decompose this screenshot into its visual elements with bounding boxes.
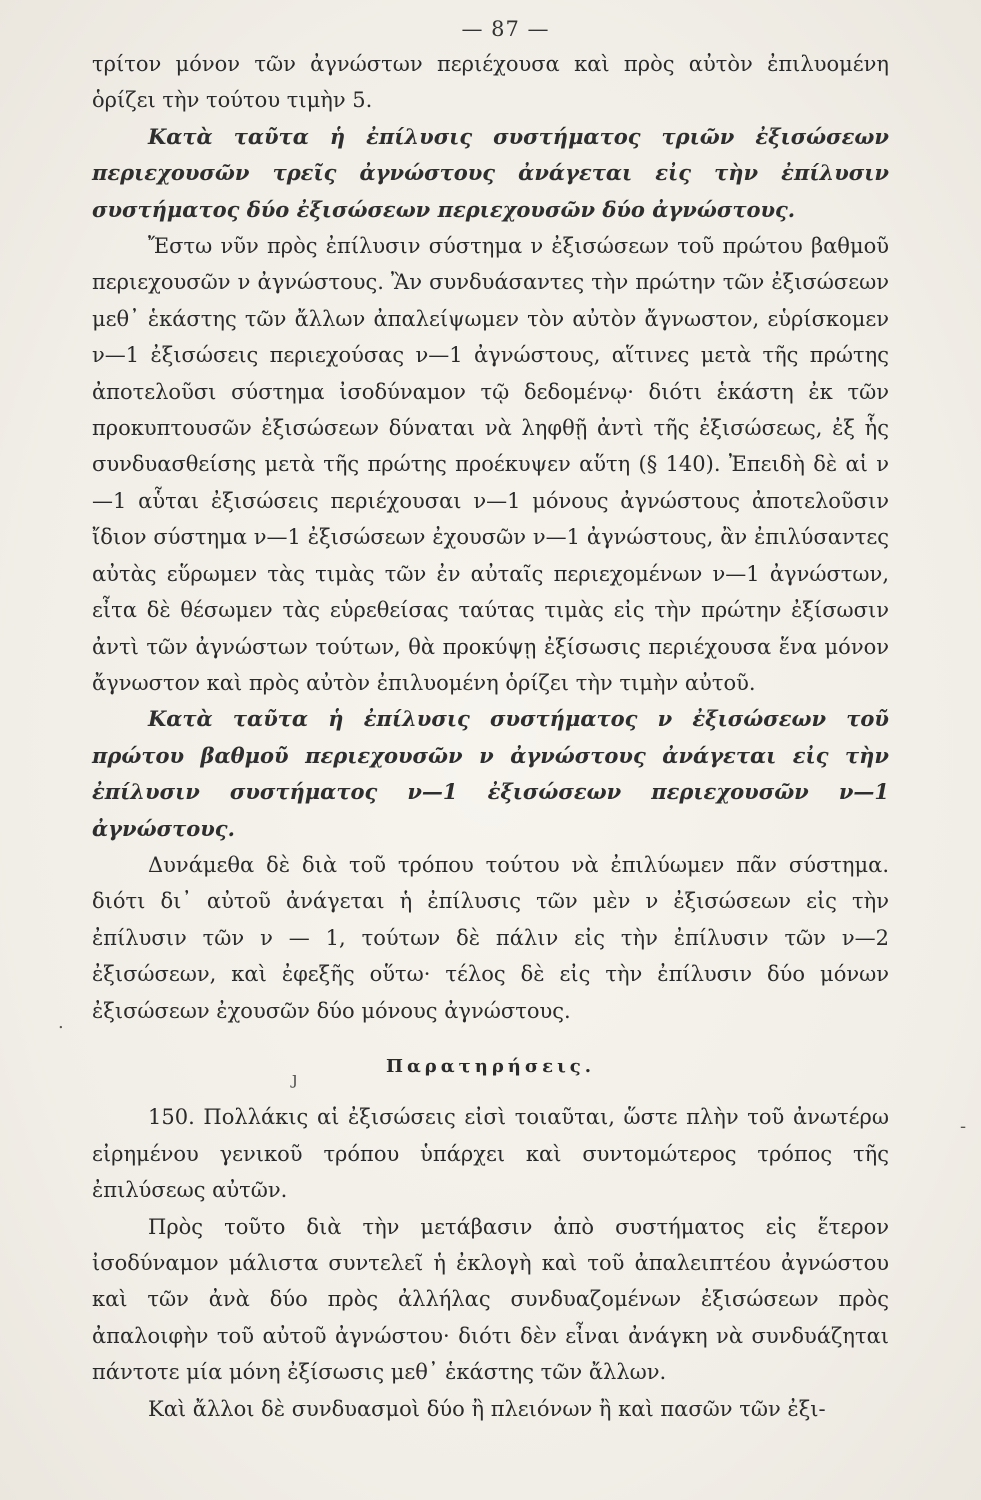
section-heading: Παρατηρήσεις. [385, 1055, 596, 1077]
paragraph-150: 150. Πολλάκις αἱ ἐξισώσεις εἰσὶ τοιαῦται, ὥστε πλὴν τοῦ ἀνωτέρω εἰρημένου γενικοῦ τρόπου ὑπάρχει καὶ συντομώτερος τρόπος τῆς ἐπιλύσεως αὐτῶν. [92, 1105, 889, 1203]
body-text [92, 46, 889, 1427]
paragraph-theorem-three: Κατὰ ταῦτα ἡ ἐπίλυσις συστήματος τριῶν ἐξισώσεων περιεχουσῶν τρεῖς ἀγνώστους ἀνάγεται εἰς τὴν ἐπίλυσιν συστήματος δύο ἐξισώσεων περιεχουσῶν δύο ἀγνώστους. [92, 123, 889, 222]
paragraph-transition: Πρὸς τοῦτο διὰ τὴν μετάβασιν ἀπὸ συστήματος εἰς ἕτερον ἰσοδύναμον μάλιστα συντελεῖ ἡ ἐκλογὴ καὶ τοῦ ἀπαλειπτέου ἀγνώστου καὶ τῶν ἀνὰ δύο πρὸς ἀλλήλας συνδυαζομένων ἐξισώσεων πρὸς ἀπαλοιφὴν τοῦ αὐτοῦ ἀγνώστου· διότι δὲν εἶναι ἀνάγκη νὰ συνδυάζηται πάντοτε μία μόνη ἐξίσωσις μεθ᾽ ἑκάστης τῶν ἄλλων. [92, 1214, 889, 1385]
paragraph-n-equations: Ἔστω νῦν πρὸς ἐπίλυσιν σύστημα ν ἐξισώσεων τοῦ πρώτου βαθμοῦ περιεχουσῶν ν ἀγνώστους. Ἂν συνδυάσαντες τὴν πρώτην τῶν ἐξισώσεων μεθ᾽ ἑκάστης τῶν ἄλλων ἀπαλείψωμεν τὸν αὐτὸν ἄγνωστον, εὑρίσκομεν ν—1 ἐξισώσεις περιεχούσας ν—1 ἀγνώστους, αἵτινες μετὰ τῆς πρώτης ἀποτελοῦσι σύστημα ἰσοδύναμον τῷ δεδομένῳ· διότι ἑκάστη ἐκ τῶν προκυπτουσῶν ἐξισώσεων δύναται νὰ ληφθῇ ἀντὶ τῆς ἐξισώσεως, ἐξ ἧς συνδυασθείσης μετὰ τῆς πρώτης προέκυψεν αὕτη (§ 140). Ἐπειδὴ δὲ αἱ ν—1 αὗται ἐξισώσεις περιέχουσαι ν—1 μόνους ἀγνώστους ἀποτελοῦσιν ἴδιον σύστημα ν—1 ἐξισώσεων ἐχουσῶν ν—1 ἀγνώστους, ἂν ἐπιλύσαντες αὐτὰς εὕρωμεν τὰς τιμὰς τῶν ἐν αὐταῖς περιεχομένων ν—1 ἀγνώστων, εἶτα δὲ θέσωμεν τὰς εὑρεθείσας ταύτας τιμὰς εἰς τὴν πρώτην ἐξίσωσιν ἀντὶ τῶν ἀγνώστων τούτων, θὰ προκύψῃ ἐξίσωσις περιέχουσα ἕνα μόνον ἄγνωστον καὶ πρὸς αὐτὸν ἐπιλυομένη ὁρίζει τὴν τιμὴν αὐτοῦ. [92, 234, 889, 695]
margin-tick-mark: ȷ [292, 1068, 298, 1089]
paragraph-continuation: τρίτον μόνον τῶν ἀγνώστων περιέχουσα καὶ πρὸς αὐτὸν ἐπιλυομένη ὁρίζει τὴν τούτου τιμὴν 5. [92, 52, 889, 113]
page-number: — 87 — [461, 17, 550, 41]
paragraph-other-combinations: Καὶ ἄλλοι δὲ συνδυασμοὶ δύο ἢ πλειόνων ἢ καὶ πασῶν τῶν ἐξι- [148, 1396, 826, 1421]
margin-dot-mark: . [58, 1012, 64, 1033]
margin-dash-mark: - [960, 1116, 967, 1137]
paragraph-general-method: Δυνάμεθα δὲ διὰ τοῦ τρόπου τούτου νὰ ἐπιλύωμεν πᾶν σύστημα. διότι δι᾽ αὐτοῦ ἀνάγεται ἡ ἐπίλυσις τῶν μὲν ν ἐξισώσεων εἰς τὴν ἐπίλυσιν τῶν ν — 1, τούτων δὲ πάλιν εἰς τὴν ἐπίλυσιν τῶν ν—2 ἐξισώσεων, καὶ ἐφεξῆς οὕτω· τέλος δὲ εἰς τὴν ἐπίλυσιν δύο μόνων ἐξισώσεων ἐχουσῶν δύο μόνους ἀγνώστους. [92, 852, 889, 1023]
paragraph-theorem-n: Κατὰ ταῦτα ἡ ἐπίλυσις συστήματος ν ἐξισώσεων τοῦ πρώτου βαθμοῦ περιεχουσῶν ν ἀγνώστους ἀνάγεται εἰς τὴν ἐπίλυσιν συστήματος ν—1 ἐξισώσεων περιεχουσῶν ν—1 ἀγνώστους. [92, 706, 889, 841]
